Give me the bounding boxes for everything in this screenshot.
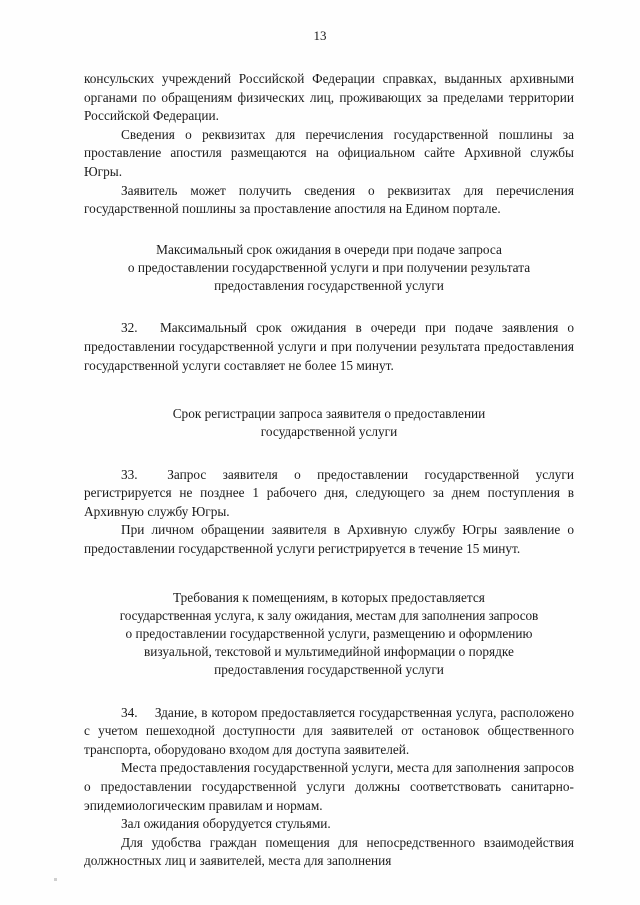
heading-line: государственной услуги	[260, 424, 398, 440]
page-content	[84, 70, 574, 871]
section-heading-registration-term	[84, 405, 574, 441]
heading-line: предоставления государственной услуги	[214, 278, 444, 294]
heading-line: Максимальный срок ожидания в очереди при подаче запроса	[156, 241, 502, 257]
heading-line: о предоставлении государственной услуги, размещению и оформлению	[125, 625, 533, 641]
page-number: 13	[313, 28, 327, 43]
section-heading-queue-time	[84, 241, 574, 296]
heading-line: визуальной, текстовой и мультимедийной информации о порядке	[144, 644, 514, 660]
heading-line: Требования к помещениям, в которых предоставляется	[173, 589, 485, 605]
paragraph: Для удобства граждан помещения для непосредственного взаимодействия должностных лиц и заявителей, места для заполнения	[84, 834, 574, 869]
paragraph: консульских учреждений Российской Федерации справках, выданных архивными органами по обращениям физических лиц, проживающих за пределами территории Российской Федерации.	[84, 71, 574, 124]
heading-line: государственная услуга, к залу ожидания, местам для заполнения запросов	[119, 607, 539, 623]
section-heading-premises-requirements	[84, 589, 574, 680]
heading-line: о предоставлении государственной услуги и при получении результата	[127, 259, 531, 275]
paragraph-34: 34. Здание, в котором предоставляется государственная услуга, расположено с учетом пешеходной доступности для заявителей от остановок общественного транспорта, оборудовано входом для доступа заявителей.	[84, 704, 574, 757]
paragraph: Места предоставления государственной услуги, места для заполнения запросов о предоставлении государственной услуги должны соответствовать санитарно-эпидемиологическим правилам и нормам.	[84, 760, 574, 813]
heading-line: предоставления государственной услуги	[214, 662, 444, 678]
paragraph-33: 33. Запрос заявителя о предоставлении государственной услуги регистрируется не позднее 1 рабочего дня, следующего за днем поступления в Архивную службу Югры.	[84, 466, 574, 519]
paragraph: Сведения о реквизитах для перечисления государственной пошлины за проставление апостиля размещаются на официальном сайте Архивной службы Югры.	[84, 126, 574, 179]
paragraph-32: 32. Максимальный срок ожидания в очереди при подаче заявления о предоставлении государственной услуги и при получении результата предоставления государственной услуги составляет не более 15 минут.	[84, 320, 574, 373]
scan-artifact	[54, 878, 57, 881]
paragraph: Зал ожидания оборудуется стульями.	[121, 816, 331, 832]
paragraph: Заявитель может получить сведения о реквизитах для перечисления государственной пошлины за проставление апостиля на Едином портале.	[84, 182, 574, 217]
paragraph: При личном обращении заявителя в Архивную службу Югры заявление о предоставлении государственной услуги регистрируется в течение 15 минут.	[84, 522, 574, 556]
heading-line: Срок регистрации запроса заявителя о предоставлении	[172, 406, 486, 422]
